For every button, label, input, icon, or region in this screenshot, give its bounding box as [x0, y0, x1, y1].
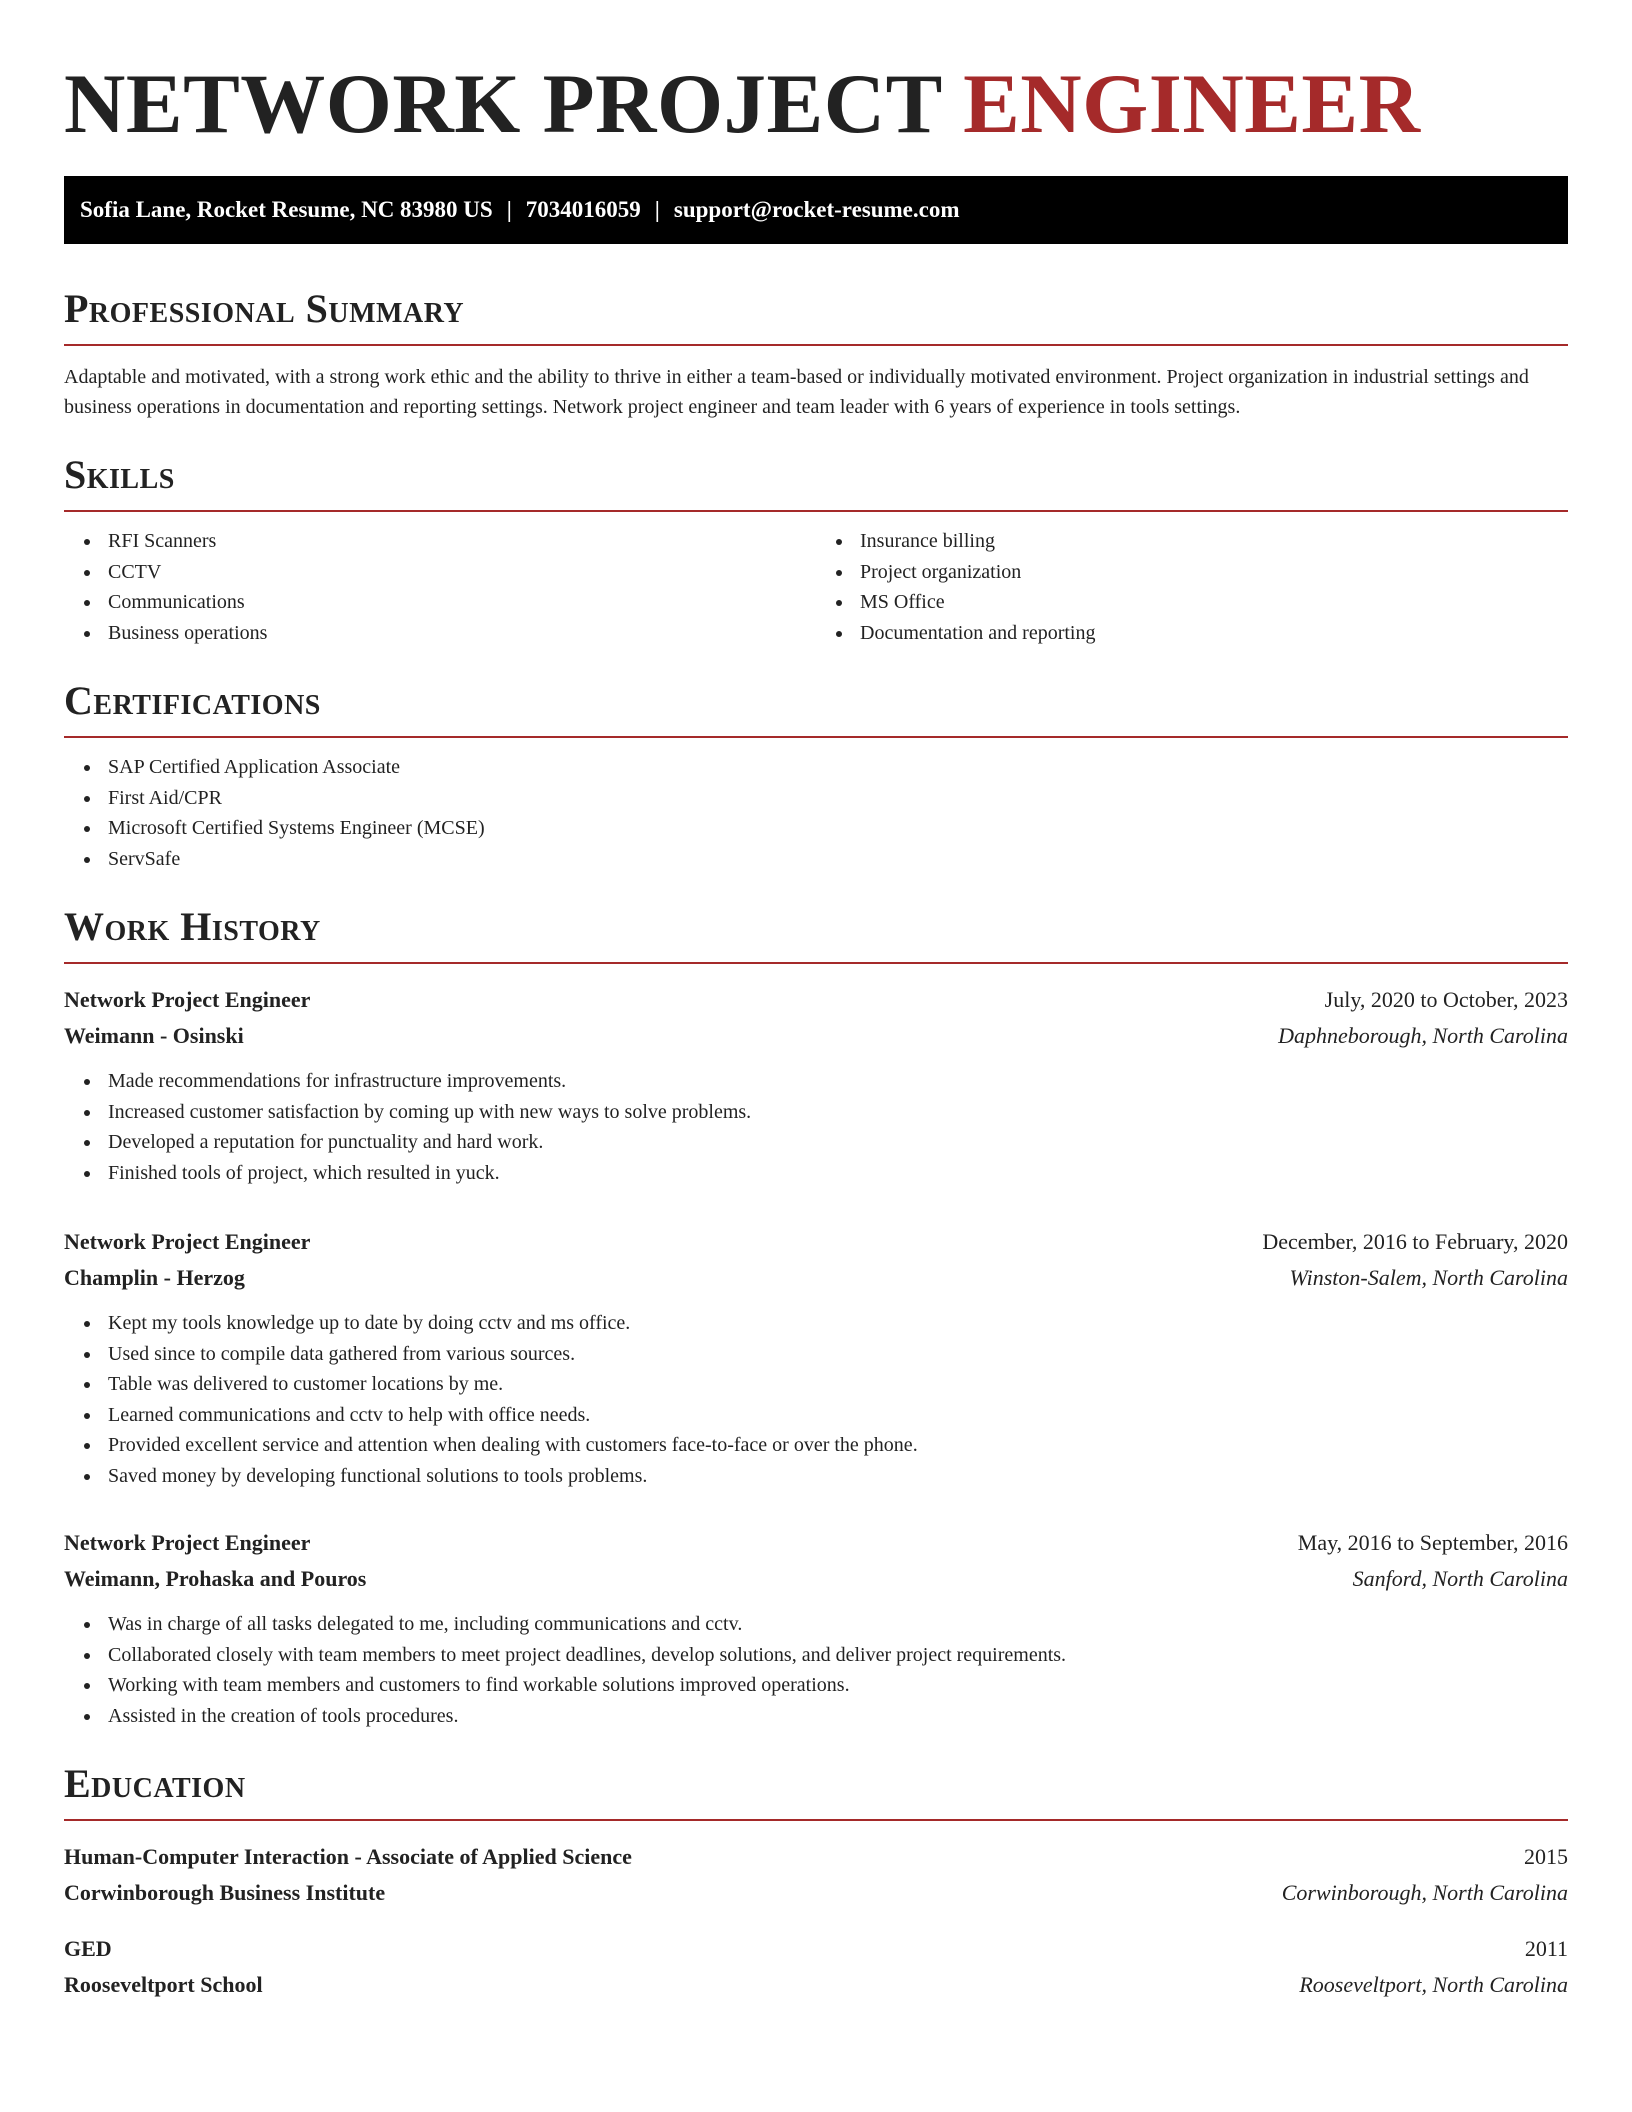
education-header [64, 1931, 1568, 1967]
education-school: Corwinborough Business Institute [64, 1880, 386, 1905]
certification-item: SAP Certified Application Associate [64, 752, 1568, 783]
contact-address: Sofia Lane, Rocket Resume, NC 83980 US [80, 197, 493, 222]
education-degree: Human-Computer Interaction - Associate of Applied Science [64, 1844, 632, 1869]
skill-item: Insurance billing [816, 526, 1568, 557]
job-bullets [64, 1609, 1568, 1731]
work-history-heading: Work History [64, 904, 1568, 964]
summary-heading: Professional Summary [64, 286, 1568, 346]
skill-item: Business operations [64, 618, 816, 649]
skills-section [64, 452, 1568, 648]
job-company: Weimann - Osinski [64, 1023, 244, 1048]
skill-item: MS Office [816, 587, 1568, 618]
contact-phone: 7034016059 [525, 197, 641, 222]
job-title: Network Project Engineer [64, 1530, 311, 1555]
job-dates: December, 2016 to February, 2020 [1262, 1229, 1568, 1254]
job-header [64, 1525, 1568, 1561]
job-location: Daphneborough, North Carolina [1278, 1023, 1568, 1048]
job-company: Weimann, Prohaska and Pouros [64, 1566, 367, 1591]
education-year: 2015 [1524, 1844, 1568, 1869]
job-bullet: Learned communications and cctv to help with office needs. [64, 1400, 1568, 1431]
job-bullet: Assisted in the creation of tools procedures. [64, 1701, 1568, 1732]
certification-item: ServSafe [64, 844, 1568, 875]
contact-separator: | [506, 197, 512, 222]
skills-list-left [64, 526, 816, 648]
education-section [64, 1761, 1568, 2003]
skills-heading: Skills [64, 452, 1568, 512]
job-bullet: Used since to compile data gathered from various sources. [64, 1339, 1568, 1370]
job-subheader [64, 1561, 1568, 1597]
education-location: Rooseveltport, North Carolina [1299, 1972, 1568, 1997]
job-company: Champlin - Herzog [64, 1265, 245, 1290]
certification-item: Microsoft Certified Systems Engineer (MCSE) [64, 813, 1568, 844]
job-subheader [64, 1260, 1568, 1296]
job-bullet: Provided excellent service and attention when dealing with customers face-to-face or over the phone. [64, 1430, 1568, 1461]
education-year: 2011 [1524, 1936, 1568, 1961]
skill-item: Communications [64, 587, 816, 618]
job-location: Sanford, North Carolina [1352, 1566, 1568, 1591]
education-entry [64, 1839, 1568, 1911]
job-entry [64, 982, 1568, 1188]
education-location: Corwinborough, North Carolina [1281, 1880, 1568, 1905]
skill-item: RFI Scanners [64, 526, 816, 557]
title-accent: ENGINEER [963, 57, 1421, 151]
job-entry [64, 1224, 1568, 1491]
skill-item: CCTV [64, 557, 816, 588]
certifications-list [64, 752, 1568, 874]
job-bullet: Working with team members and customers to find workable solutions improved operations. [64, 1670, 1568, 1701]
skills-list-right [816, 526, 1568, 648]
job-bullet: Collaborated closely with team members to meet project deadlines, develop solutions, and deliver project requirements. [64, 1640, 1568, 1671]
resume-title [64, 0, 1568, 156]
job-title: Network Project Engineer [64, 987, 311, 1012]
job-dates: July, 2020 to October, 2023 [1324, 987, 1568, 1012]
summary-section [64, 286, 1568, 422]
job-subheader [64, 1018, 1568, 1054]
job-bullet: Was in charge of all tasks delegated to me, including communications and cctv. [64, 1609, 1568, 1640]
job-bullet: Saved money by developing functional solutions to tools problems. [64, 1461, 1568, 1492]
contact-email: support@rocket-resume.com [673, 197, 960, 222]
job-dates: May, 2016 to September, 2016 [1297, 1530, 1568, 1555]
job-bullet: Kept my tools knowledge up to date by doing cctv and ms office. [64, 1308, 1568, 1339]
job-bullet: Made recommendations for infrastructure improvements. [64, 1066, 1568, 1097]
work-history-section [64, 904, 1568, 1731]
job-bullets [64, 1308, 1568, 1491]
education-header [64, 1839, 1568, 1875]
title-main: NETWORK PROJECT [64, 57, 942, 151]
skill-item: Project organization [816, 557, 1568, 588]
certifications-section [64, 678, 1568, 874]
job-entry [64, 1525, 1568, 1731]
job-bullet: Developed a reputation for punctuality and hard work. [64, 1127, 1568, 1158]
job-title: Network Project Engineer [64, 1229, 311, 1254]
education-subheader [64, 1875, 1568, 1911]
certification-item: First Aid/CPR [64, 783, 1568, 814]
education-entry [64, 1931, 1568, 2003]
contact-separator: | [654, 197, 660, 222]
job-bullet: Table was delivered to customer locations by me. [64, 1369, 1568, 1400]
education-degree: GED [64, 1936, 112, 1961]
education-school: Rooseveltport School [64, 1972, 263, 1997]
job-header [64, 1224, 1568, 1260]
certifications-heading: Certifications [64, 678, 1568, 738]
education-subheader [64, 1967, 1568, 2003]
job-bullet: Increased customer satisfaction by coming up with new ways to solve problems. [64, 1097, 1568, 1128]
education-heading: Education [64, 1761, 1568, 1821]
job-header [64, 982, 1568, 1018]
skills-columns [64, 512, 1568, 648]
job-bullets [64, 1066, 1568, 1188]
contact-bar [64, 176, 1568, 244]
summary-text: Adaptable and motivated, with a strong work ethic and the ability to thrive in either a team-based or individually motivated environment. Project organization in industrial settings and business operations in documentation and reporting settings. Network project engineer and team leader with 6 years of experience in tools settings. [64, 366, 1529, 418]
job-location: Winston-Salem, North Carolina [1289, 1265, 1568, 1290]
job-bullet: Finished tools of project, which resulted in yuck. [64, 1158, 1568, 1189]
skill-item: Documentation and reporting [816, 618, 1568, 649]
